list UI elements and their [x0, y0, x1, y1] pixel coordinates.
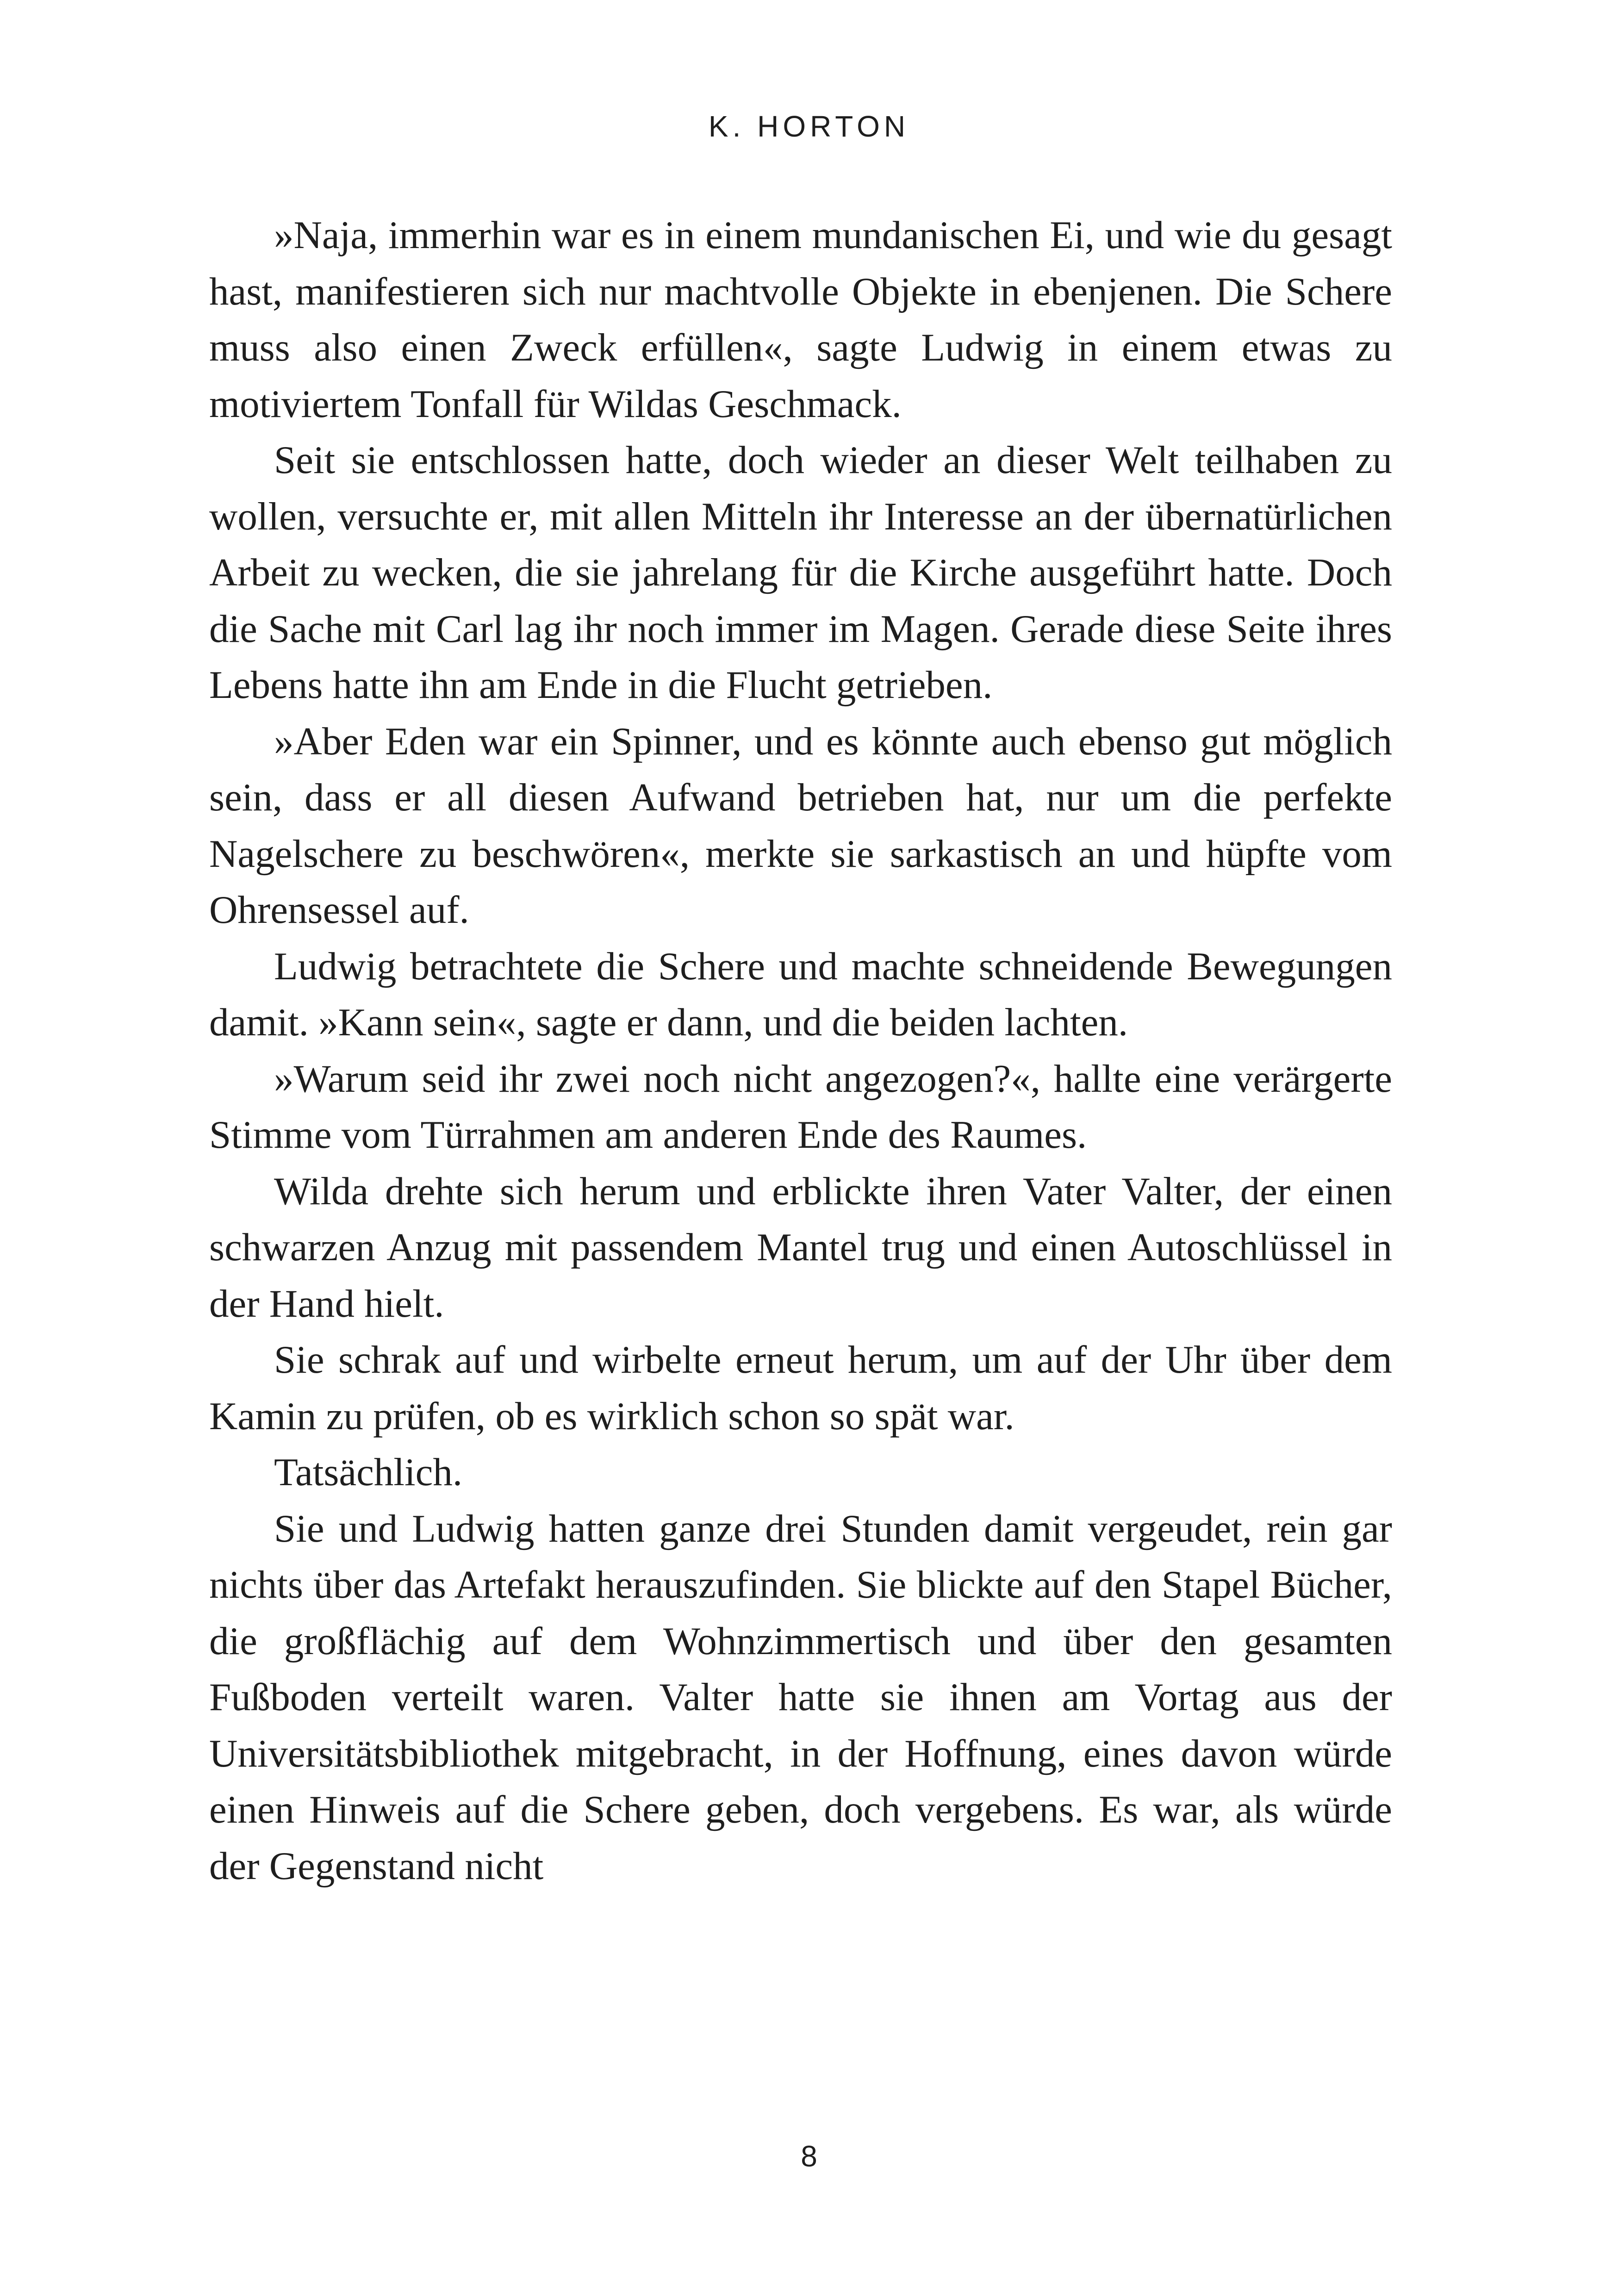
paragraph: »Warum seid ihr zwei noch nicht angezogen?«, hallte eine verärgerte Stimme vom Türrahmen am anderen Ende des Raumes. [209, 1057, 1392, 1157]
running-head: K. HORTON [708, 110, 910, 143]
paragraph: Ludwig betrachtete die Schere und machte schneidende Bewegungen damit. »Kann sein«, sagte er dann, und die beiden lachten. [209, 944, 1392, 1044]
body-text [209, 207, 1392, 1894]
paragraph: »Naja, immerhin war es in einem mundanischen Ei, und wie du gesagt hast, manifestieren sich nur machtvolle Objekte in ebenjenen. Die Schere muss also einen Zweck erfüllen«, sagte Ludwig in einem etwas zu motiviertem Tonfall für Wildas Geschmack. [209, 213, 1392, 426]
paragraph: Tatsächlich. [274, 1450, 463, 1494]
paragraph: Seit sie entschlossen hatte, doch wieder an dieser Welt teilhaben zu wollen, versuchte er, mit allen Mitteln ihr Interesse an der übernatürlichen Arbeit zu wecken, die sie jahrelang für die Kirche ausgeführt hatte. Doch die Sache mit Carl lag ihr noch immer im Magen. Gerade diese Seite ihres Lebens hatte ihn am Ende in die Flucht getrieben. [209, 438, 1392, 707]
paragraph: »Aber Eden war ein Spinner, und es könnte auch ebenso gut möglich sein, dass er all diesen Aufwand betrieben hat, nur um die perfekte Nagelschere zu beschwören«, merkte sie sarkastisch an und hüpfte vom Ohrensessel auf. [209, 719, 1392, 932]
paragraph: Wilda drehte sich herum und erblickte ihren Vater Valter, der einen schwarzen Anzug mit passendem Mantel trug und einen Autoschlüssel in der Hand hielt. [209, 1169, 1392, 1325]
page-number: 8 [801, 2140, 817, 2173]
paragraph: Sie schrak auf und wirbelte erneut herum, um auf der Uhr über dem Kamin zu prüfen, ob es wirklich schon so spät war. [209, 1338, 1392, 1438]
paragraph: Sie und Ludwig hatten ganze drei Stunden damit vergeudet, rein gar nichts über das Artefakt herauszufinden. Sie blickte auf den Stapel Bücher, die großflächig auf dem Wohnzimmertisch und über den gesamten Fußboden verteilt waren. Valter hatte sie ihnen am Vortag aus der Universitätsbibliothek mitgebracht, in der Hoffnung, eines davon würde einen Hinweis auf die Schere geben, doch vergebens. Es war, als würde der Gegenstand nicht [209, 1506, 1392, 1888]
